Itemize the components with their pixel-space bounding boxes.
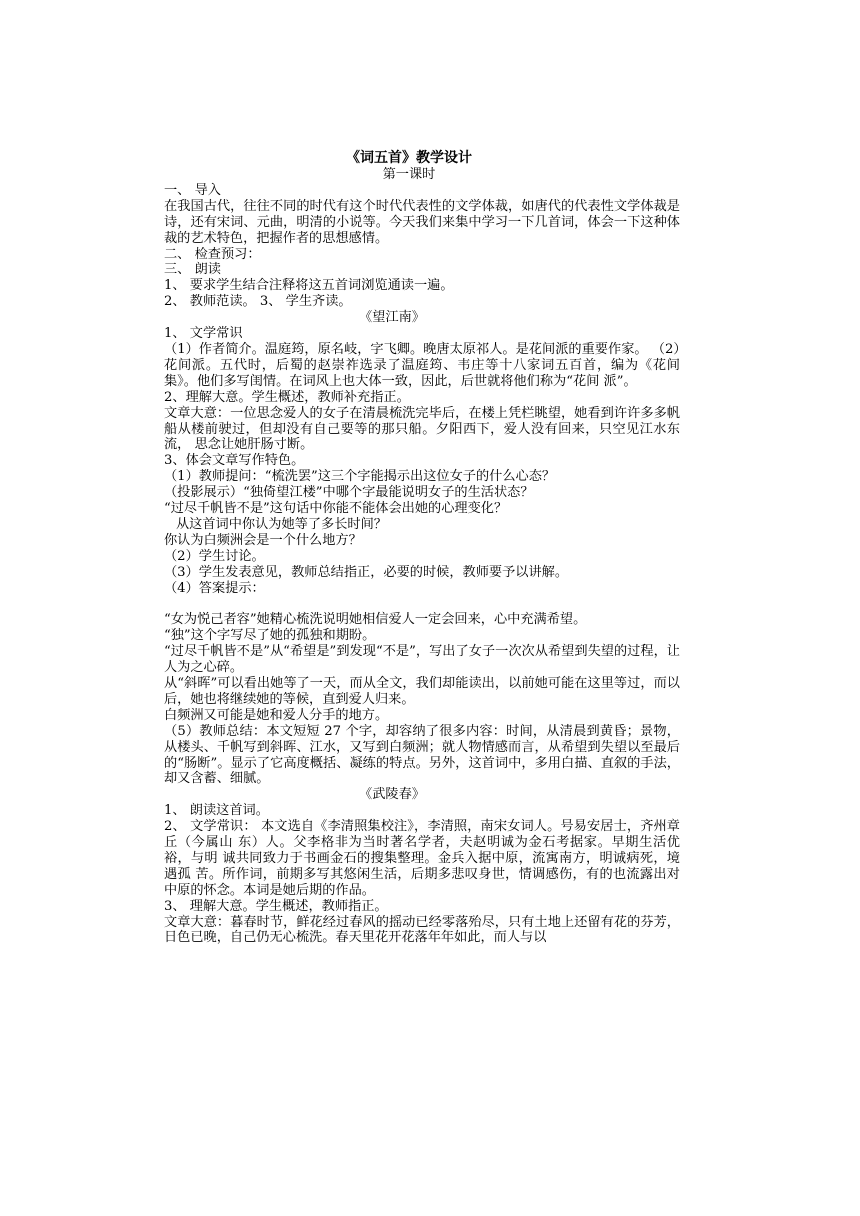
paragraph: 《望江南》 — [359, 310, 425, 326]
paragraph: 2、理解大意。学生概述，教师补充指正。 — [164, 389, 410, 405]
paragraph: 白频洲又可能是她和爱人分手的地方。 — [164, 707, 389, 723]
paragraph: “独”这个字写尽了她的孤独和期盼。 — [164, 628, 376, 644]
paragraph: 你认为白频洲会是一个什么地方？ — [164, 532, 362, 548]
paragraph: 从这首词中你认为她等了多长时间？ — [176, 516, 387, 532]
document-title: 《词五首》教学设计 — [346, 150, 472, 166]
paragraph: 1、 朗读这首词。 — [164, 803, 269, 819]
paragraph: 3、 理解大意。学生概述，教师指正。 — [164, 898, 388, 914]
paragraph: 2、 文学常识： 本文选自《李清照集校注》，李清照，南宋女词人。号易安居士，齐州章丘（今属山 东）人。父李格非为当时著名学者，夫赵明诚为金石考据家。早期生活优裕，与明 诚共同致力于书画金石的搜集整理。金兵入据中原，流寓南方，明诚病死，境遇孤 苦。所作词，前期多写其悠闲生活，后期多悲叹身世，情调感伤，有的也流露出对 中原的怀念。本词是她后期的作品。 — [164, 819, 680, 898]
paragraph: “过尽千帆皆不是”从“希望是”到发现“不是”，写出了女子一次次从希望到失望的过程，让人为之心碎。 — [164, 644, 680, 676]
paragraph: （4）答案提示： — [164, 580, 265, 596]
paragraph: 1、 文学常识 — [164, 326, 243, 342]
paragraph: （3）学生发表意见，教师总结指正，必要的时候，教师要予以讲解。 — [164, 564, 569, 580]
paragraph: 在我国古代，往往不同的时代有这个时代代表性的文学体裁，如唐代的代表性文学体裁是诗，还有宋词、元曲，明清的小说等。今天我们来集中学习一下几首词，体会一下这种体裁的艺术特色，把握作者的思想感情。 — [164, 198, 680, 246]
paragraph: 一、 导入 — [164, 182, 221, 198]
paragraph: （5）教师总结：本文短短 27 个字，却容纳了很多内容：时间，从清晨到黄昏；景物，从楼头、千帆写到斜晖、江水，又写到白频洲；就人物情感而言，从希望到失望以至最后的“肠断”。显示了它高度概括、凝练的特点。另外，这首词中，多用白描、直叙的手法，却又含蓄、细腻。 — [164, 723, 680, 787]
paragraph: （投影展示）“独倚望江楼”中哪个字最能说明女子的生活状态？ — [164, 485, 534, 501]
document-subtitle: 第一课时 — [382, 167, 436, 182]
paragraph: 从“斜晖”可以看出她等了一天，而从全文，我们却能读出，以前她可能在这里等过，而以后，她也将继续她的等候，直到爱人归来。 — [164, 675, 680, 707]
document-page — [164, 150, 680, 946]
paragraph: 3、体会文章写作特色。 — [164, 453, 305, 469]
paragraph: 文章大意：一位思念爱人的女子在清晨梳洗完毕后，在楼上凭栏眺望，她看到许许多多帆船从楼前驶过，但却没有自己要等的那只船。夕阳西下，爱人没有回来，只空见江水东流， 思念让她肝肠寸断。 — [164, 405, 680, 453]
paragraph: 2、 教师范读。 3、 学生齐读。 — [164, 294, 352, 310]
document-body — [164, 183, 680, 946]
paragraph: （2）学生讨论。 — [164, 548, 265, 564]
paragraph: 二、 检查预习： — [164, 246, 261, 262]
paragraph: “女为悦己者容”她精心梳洗说明她相信爱人一定会回来，心中充满希望。 — [164, 612, 587, 628]
paragraph — [164, 596, 680, 612]
paragraph: （1）作者简介。温庭筠，原名岐，字飞卿。晚唐太原祁人。是花间派的重要作家。 （2）花间派。五代时，后蜀的赵崇祚选录了温庭筠、韦庄等十八家词五百首，编为《花间集》。他们多写闺情。在词风上也大体一致，因此，后世就将他们称为“花间 派”。 — [164, 341, 680, 389]
paragraph: 文章大意：暮春时节，鲜花经过春风的摇动已经零落殆尽，只有土地上还留有花的芬芳，日色已晚，自己仍无心梳洗。春天里花开花落年年如此，而人与以 — [164, 914, 680, 946]
paragraph: 《武陵春》 — [359, 787, 425, 803]
paragraph: “过尽千帆皆不是”这句话中你能不能体会出她的心理变化？ — [164, 501, 508, 517]
paragraph: 三、 朗读 — [164, 262, 221, 278]
paragraph: 1、 要求学生结合注释将这五首词浏览通读一遍。 — [164, 278, 454, 294]
paragraph: （1）教师提问：“梳洗罢”这三个字能揭示出这位女子的什么心态？ — [164, 469, 556, 485]
